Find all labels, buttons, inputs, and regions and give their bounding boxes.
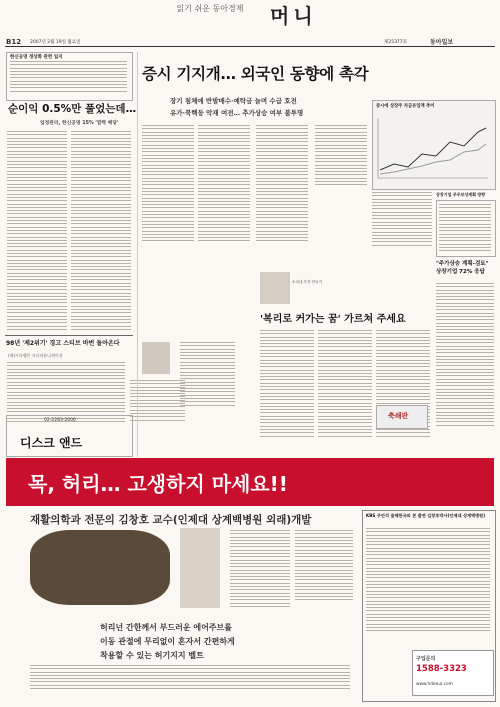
center-mid-body-2 (318, 330, 372, 439)
main-headline: 증시 기지개… 외국인 동향에 촉각 (142, 65, 369, 83)
left-ad-title: 디스크 앤드 (20, 436, 83, 450)
ad-bottom-body (30, 665, 350, 691)
table-rows (439, 204, 491, 253)
seal-label: 축쇄판 (388, 412, 409, 420)
ad-body-2 (295, 530, 353, 603)
left-mid-headline: 98년 '제2위기' 경고 스티브 바번 돌아온다 (6, 340, 120, 347)
left-box-title: 한신공영 정상화 관련 일지 (10, 55, 63, 60)
sub-headline-1: 장기 침체에 반발매수·예탁금 늘며 수급 호전 (170, 97, 297, 105)
ad-subline-2: 이동 관절에 무리없이 혼자서 간편하게 (100, 637, 235, 646)
right-mid-body (436, 283, 494, 428)
left-mid-subheadline: (재)프라벨은 자녀커뮤니케이션 (8, 353, 63, 358)
left-top-body-1 (7, 131, 67, 332)
center-body-2 (198, 125, 250, 244)
right-mid-headline: "주가상승 계획-검토" 상장기업 72% 응답 (436, 261, 489, 275)
left-top-subheadline: 업정관리, 한신공영 15% '깜짝 배당' (40, 121, 119, 126)
masthead-title: 머니 (270, 4, 317, 28)
masthead-slogan: 읽기 쉬운 동아경제 (176, 4, 244, 13)
ad-subline-3: 착용할 수 있는 허기지지 벨트 (100, 651, 204, 660)
left-top-headline: 순이익 0.5%만 풀었는데… (8, 103, 137, 115)
center-mid-body-1 (260, 330, 314, 439)
ad-side-title: KBS 주안석 올해한국의 본 출연 김창호박사(인제대 상계백병원) (366, 513, 486, 518)
ad-model-photo (180, 528, 220, 608)
chart-title: 증시에 상장주 자금유입액 추이 (376, 104, 435, 109)
left-mid-body-3 (180, 342, 235, 408)
ad-headline: 재활의학과 전문의 김창호 교수(인제대 상계백병원 외래)개발 (30, 514, 312, 526)
page-date: 2007년 2월 19일 월요일 (30, 40, 81, 45)
center-body-1 (142, 125, 194, 244)
left-top-body-2 (71, 131, 131, 332)
column-photo (260, 272, 290, 304)
paper-name: 동아일보 (430, 39, 454, 46)
center-body-4 (315, 125, 367, 188)
ad-body-1 (230, 530, 290, 609)
ad-site[interactable]: www.hdenul.com (416, 682, 453, 687)
left-mid-photo (142, 342, 170, 374)
page-number: B12 (6, 38, 22, 46)
center-body-3 (256, 125, 308, 244)
chart-graphic (374, 112, 492, 184)
ad-order-label: 구입문의 (416, 656, 436, 662)
issue-number: 제25377호 (384, 40, 408, 45)
ad-side-body (366, 528, 490, 634)
left-ad-phone: 02-2283-2000 (44, 418, 76, 423)
table-title: 상장기업 주주보상계획 방향 (436, 192, 486, 197)
right-body-1 (372, 192, 432, 248)
ad-product-image (30, 530, 170, 605)
column-caption: 소리네 부자 만들기 (292, 280, 323, 284)
sub-headline-2: 유가·북핵등 악재 여전… 추가상승 여부 불투명 (170, 109, 304, 117)
ad-subline-1: 허리넌 간한께서 부드러운 에어주브롤 (100, 623, 233, 632)
center-mid-headline: '복리로 커가는 꿈' 가르쳐 주세요 (260, 314, 406, 325)
left-box-lines (10, 61, 127, 94)
ad-order-phone[interactable]: 1588-3323 (416, 664, 467, 674)
ad-banner-text: 목, 허리… 고생하지 마세요!! (28, 472, 288, 496)
left-mid-body-2 (130, 380, 185, 423)
